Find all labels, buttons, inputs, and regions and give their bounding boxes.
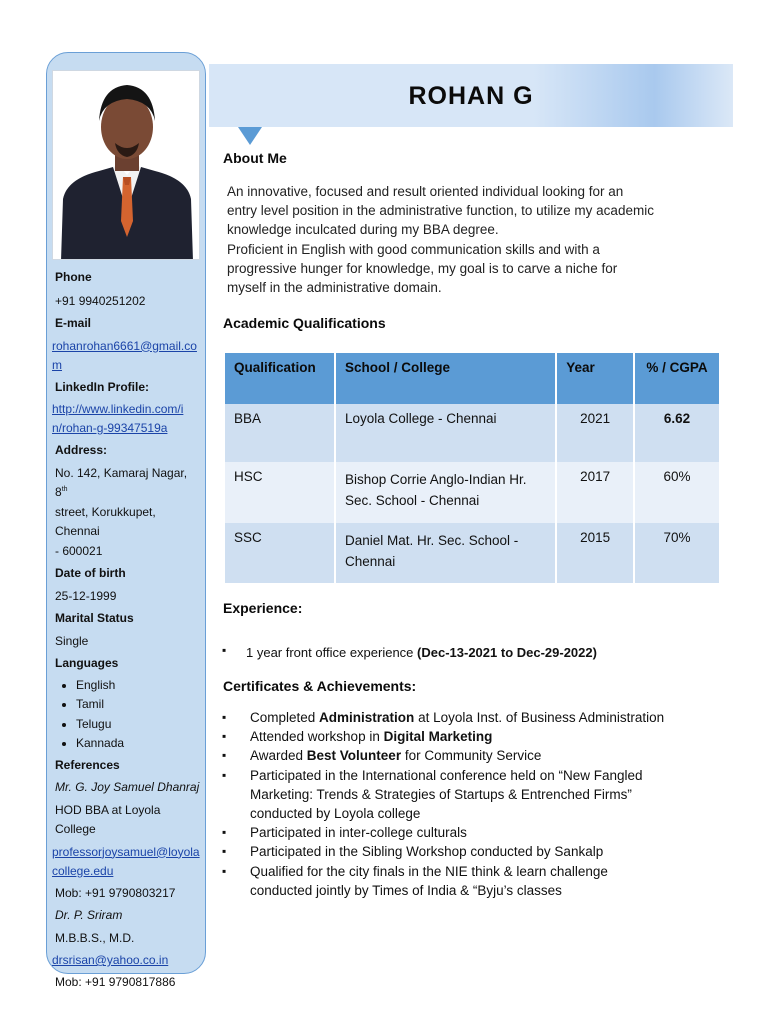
ref1-mobile: Mob: +91 9790803217 [55, 885, 176, 900]
table-cell: Bishop Corrie Anglo-Indian Hr. Sec. School - Chennai [335, 462, 556, 523]
language-item: • Kannada [76, 734, 202, 754]
ref2-title: M.B.B.S., M.D. [55, 930, 135, 945]
ref1-email-line-1: professorjoysamuel@loyola [52, 844, 200, 859]
ref1-email-line-2: college.edu [52, 863, 114, 878]
phone-label: Phone [55, 270, 92, 284]
marital-label: Marital Status [55, 611, 134, 625]
list-item [222, 708, 672, 727]
table-row [225, 462, 720, 523]
address-sup: th [61, 486, 68, 493]
linkedin-link[interactable] [52, 400, 202, 438]
cert-bold: Digital Marketing [383, 729, 493, 745]
ref2-name: Dr. P. Sriram [55, 908, 123, 922]
email-line-2: m [52, 357, 62, 372]
table-cell: 60% [634, 462, 720, 523]
experience-dates: (Dec-13-2021 to Dec-29-2022) [417, 645, 597, 660]
table-cell: 6.62 [634, 404, 720, 462]
about-paragraph-2: Proficient in English with good communication skills and with a progressive hunger for knowledge, my goal is to carve a niche for myself in the administrative domain. [227, 241, 618, 296]
about-paragraph-1: An innovative, focused and result oriented individual looking for an entry level position in the administrative function, to utilize my academic knowledge inculcated during my BBA degree. [227, 184, 654, 238]
email-link[interactable] [52, 337, 202, 375]
table-row [225, 523, 720, 583]
cert-text: Awarded [250, 748, 307, 764]
marital-value: Single [55, 633, 89, 648]
experience-heading: Experience: [223, 600, 303, 616]
ref1-title: HOD BBA at Loyola College [55, 802, 161, 836]
address-line-3: - 600021 [55, 543, 103, 558]
certificates-list [222, 708, 672, 900]
language-item: • English [76, 676, 202, 696]
cert-bold: Best Volunteer [306, 748, 402, 764]
language-item: • Telugu [76, 715, 202, 735]
address-line-1: No. 142, Kamaraj Nagar, 8 [55, 465, 188, 499]
table-header-cell: Qualification [225, 353, 335, 404]
table-header-cell: Year [556, 353, 634, 404]
table-header-cell: School / College [335, 353, 556, 404]
linkedin-line-2: n/rohan-g-99347519a [52, 421, 168, 435]
about-text [227, 182, 657, 297]
cert-bold: Administration [319, 710, 415, 725]
cert-text: Attended workshop in [250, 729, 384, 745]
list-item [222, 746, 672, 765]
table-header-row [225, 353, 720, 404]
contact-section [52, 268, 202, 993]
languages-label: Languages [55, 656, 119, 670]
list-item: ▪ Participated in the Sibling Workshop conducted by Sankalp [222, 842, 672, 861]
profile-photo [52, 70, 200, 260]
academic-heading: Academic Qualifications [223, 315, 386, 331]
table-cell: SSC [225, 523, 335, 583]
dob-value: 25-12-1999 [55, 588, 117, 603]
triangle-pointer-icon [238, 127, 262, 145]
experience-text: 1 year front office experience [246, 645, 418, 660]
candidate-name: ROHAN G [408, 82, 534, 110]
languages-list [52, 676, 202, 754]
linkedin-line-1: http://www.linkedin.com/i [52, 402, 184, 416]
cert-text: Completed [250, 710, 320, 725]
email-line-1: rohanrohan6661@gmail.co [52, 338, 197, 353]
references-label: References [55, 757, 120, 772]
list-item: ▪ Participated in inter-college culturals [222, 823, 672, 842]
table-cell: HSC [225, 462, 335, 523]
about-heading: About Me [223, 150, 287, 166]
table-row [225, 404, 720, 462]
list-item [222, 727, 672, 746]
table-cell: BBA [225, 404, 335, 462]
cert-text: for Community Service [401, 748, 542, 764]
table-cell: 2017 [556, 462, 634, 523]
table-cell: Loyola College - Chennai [335, 404, 556, 462]
table-cell: 70% [634, 523, 720, 583]
ref2-mobile: Mob: +91 9790817886 [55, 975, 176, 989]
table-header-cell: % / CGPA [634, 353, 720, 404]
academic-table [225, 353, 721, 583]
address-line-2: street, Korukkupet, Chennai [55, 504, 156, 538]
email-label: E-mail [55, 316, 92, 330]
phone-value: +91 9940251202 [55, 293, 146, 308]
bullet-icon: ▪ [222, 643, 227, 657]
language-item: • Tamil [76, 695, 202, 715]
certificates-heading: Certificates & Achievements: [223, 678, 417, 694]
table-cell: 2021 [556, 404, 634, 462]
dob-label: Date of birth [55, 566, 126, 580]
linkedin-label: LinkedIn Profile: [55, 379, 150, 394]
table-cell: Daniel Mat. Hr. Sec. School - Chennai [335, 523, 556, 583]
ref1-email-link[interactable] [52, 843, 202, 881]
table-cell: 2015 [556, 523, 634, 583]
list-item: ▪ Qualified for the city finals in the NIE think & learn challenge conducted jointly by Times of India & “Byju’s classes [222, 862, 672, 900]
person-photo-icon [53, 71, 200, 260]
ref1-name: Mr. G. Joy Samuel Dhanraj [55, 780, 200, 794]
address-label: Address: [55, 443, 108, 457]
header-banner [209, 64, 733, 127]
ref2-email-link[interactable]: drsrisan@yahoo.co.in [52, 953, 169, 967]
cert-text: at Loyola Inst. of Business Administration [414, 710, 665, 725]
list-item: ▪ Participated in the International conference held on “New Fangled Marketing: Trends & Strategies of Startups & Entrenched Firms” conducted by Loyola college [222, 766, 672, 824]
address-value [52, 464, 202, 562]
